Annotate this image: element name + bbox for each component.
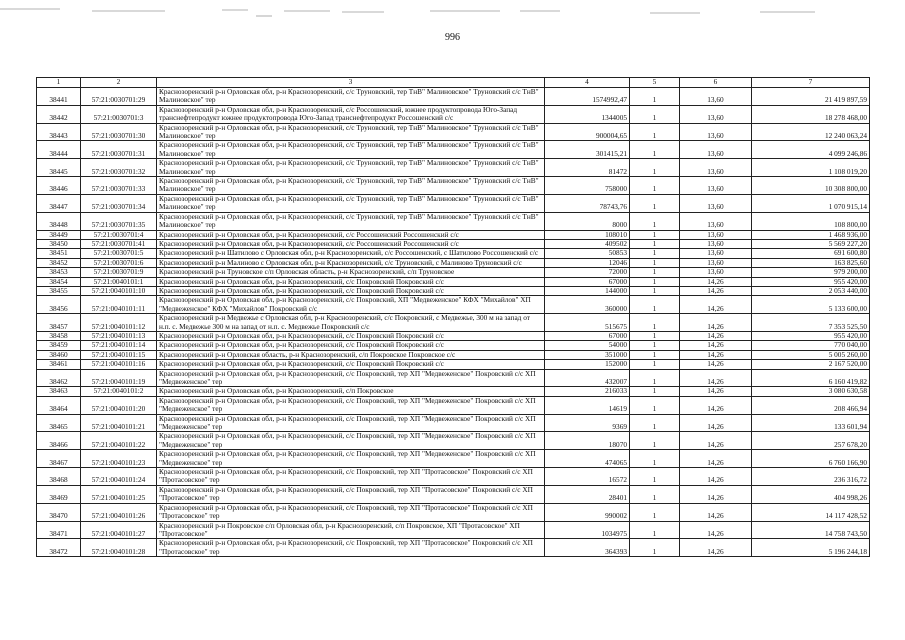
area-cell: 16572 [545, 468, 630, 486]
table-row [37, 331, 870, 340]
table-row [37, 539, 870, 557]
land-register-table [36, 77, 870, 557]
row-number: 38470 [37, 503, 81, 521]
cadastral-number: 57:21:0040101:2 [81, 387, 157, 396]
cadastral-number: 57:21:0030701:5 [81, 249, 157, 258]
value-cell: 10 308 800,00 [752, 177, 870, 195]
table-row [37, 350, 870, 359]
rate-cell: 13,60 [680, 177, 752, 195]
count-cell: 1 [630, 396, 680, 414]
row-number: 38458 [37, 331, 81, 340]
address-cell: Краснозоренский р-н Покровское с/п Орловская обл, р-н Краснозоренский, с/п Покровское, ХП "Протасовское" ХП "Протасовское" [157, 521, 545, 539]
table-row [37, 249, 870, 258]
rate-cell: 14,26 [680, 503, 752, 521]
value-cell: 14 758 743,50 [752, 521, 870, 539]
address-cell: Краснозоренский р-н Орловская обл, р-н Краснозоренский, с/с Труновский, тер ТнВ" Малиновское" Труновский с/с ТнВ" Малиновское" тер [157, 177, 545, 195]
count-cell: 1 [630, 258, 680, 267]
table-row [37, 503, 870, 521]
cadastral-number: 57:21:0040101:16 [81, 360, 157, 369]
table-row [37, 105, 870, 123]
row-number: 38472 [37, 539, 81, 557]
row-number: 38466 [37, 432, 81, 450]
row-number: 38454 [37, 277, 81, 286]
area-cell: 990002 [545, 503, 630, 521]
address-cell: Краснозоренский р-н Орловская обл, р-н Краснозоренский, с/с Труновский, тер ТнВ" Малиновское" Труновский с/с ТнВ" Малиновское" тер [157, 159, 545, 177]
row-number: 38455 [37, 286, 81, 295]
area-cell: 28401 [545, 485, 630, 503]
row-number: 38459 [37, 341, 81, 350]
row-number: 38461 [37, 360, 81, 369]
rate-cell: 13,60 [680, 159, 752, 177]
address-cell: Краснозоренский р-н Орловская обл, р-н Краснозоренский, с/с Покровский, тер ХП "Протасовское" Покровский с/с ХП "Протасовское" тер [157, 503, 545, 521]
area-cell: 67000 [545, 331, 630, 340]
rate-cell: 13,60 [680, 88, 752, 106]
cadastral-number: 57:21:0040101:14 [81, 341, 157, 350]
table-row [37, 177, 870, 195]
table-row [37, 521, 870, 539]
cadastral-number: 57:21:0040101:22 [81, 432, 157, 450]
row-number: 38453 [37, 268, 81, 277]
count-cell: 1 [630, 239, 680, 248]
cadastral-number: 57:21:0030701:30 [81, 123, 157, 141]
table-row [37, 88, 870, 106]
rate-cell: 14,26 [680, 450, 752, 468]
rate-cell: 13,60 [680, 230, 752, 239]
address-cell: Краснозоренский р-н Орловская обл, р-н Краснозоренский, с/с Покровский Покровский с/с [157, 341, 545, 350]
table-row [37, 369, 870, 387]
value-cell: 6 760 166,90 [752, 450, 870, 468]
table-row [37, 387, 870, 396]
count-cell: 1 [630, 286, 680, 295]
row-number: 38441 [37, 88, 81, 106]
cadastral-number: 57:21:0040101:25 [81, 485, 157, 503]
col-header-5: 5 [630, 78, 680, 88]
area-cell: 18070 [545, 432, 630, 450]
count-cell: 1 [630, 296, 680, 314]
value-cell: 12 240 063,24 [752, 123, 870, 141]
scan-artifact-header [0, 0, 905, 30]
value-cell: 1 468 936,00 [752, 230, 870, 239]
count-cell: 1 [630, 212, 680, 230]
address-cell: Краснозоренский р-н Орловская обл, р-н Краснозоренский, с/с Покровский Покровский с/с [157, 277, 545, 286]
count-cell: 1 [630, 432, 680, 450]
area-cell: 301415,21 [545, 141, 630, 159]
cadastral-number: 57:21:0040101:20 [81, 396, 157, 414]
count-cell: 1 [630, 387, 680, 396]
row-number: 38442 [37, 105, 81, 123]
rate-cell: 14,26 [680, 432, 752, 450]
count-cell: 1 [630, 450, 680, 468]
count-cell: 1 [630, 369, 680, 387]
value-cell: 108 800,00 [752, 212, 870, 230]
table-body [37, 88, 870, 557]
value-cell: 2 053 440,00 [752, 286, 870, 295]
row-number: 38467 [37, 450, 81, 468]
cadastral-number: 57:21:0040101:15 [81, 350, 157, 359]
count-cell: 1 [630, 277, 680, 286]
row-number: 38446 [37, 177, 81, 195]
address-cell: Краснозоренский р-н Орловская обл, р-н Краснозоренский, с/с Покровский, ХП "Медвеженское" КФХ "Михайлов" ХП "Медвеженское" КФХ "Михайлов" Покровский с/с [157, 296, 545, 314]
row-number: 38460 [37, 350, 81, 359]
table-row [37, 468, 870, 486]
row-number: 38449 [37, 230, 81, 239]
row-number: 38463 [37, 387, 81, 396]
cadastral-number: 57:21:0040101:26 [81, 503, 157, 521]
table-row [37, 212, 870, 230]
table-row [37, 296, 870, 314]
row-number: 38444 [37, 141, 81, 159]
cadastral-number: 57:21:0030701:4 [81, 230, 157, 239]
area-cell: 14619 [545, 396, 630, 414]
count-cell: 1 [630, 230, 680, 239]
rate-cell: 14,26 [680, 360, 752, 369]
area-cell: 72000 [545, 268, 630, 277]
address-cell: Краснозоренский р-н Орловская обл, р-н Краснозоренский, с/с Покровский Покровский с/с [157, 360, 545, 369]
address-cell: Краснозоренский р-н Орловская обл, р-н Краснозоренский, с/п Покровское [157, 387, 545, 396]
value-cell: 14 117 428,52 [752, 503, 870, 521]
address-cell: Краснозоренский р-н Орловская обл, р-н Краснозоренский, с/с Россошенский, южнее продуктопровода Юго-Запад транснефтепродукт южнее продуктопровода Юго-Запад транснефтепродукт Россошенский с/с [157, 105, 545, 123]
count-cell: 1 [630, 539, 680, 557]
count-cell: 1 [630, 331, 680, 340]
cadastral-number: 57:21:0040101:13 [81, 331, 157, 340]
cadastral-number: 57:21:0030701:9 [81, 268, 157, 277]
row-number: 38471 [37, 521, 81, 539]
row-number: 38468 [37, 468, 81, 486]
table-row [37, 414, 870, 432]
count-cell: 1 [630, 141, 680, 159]
value-cell: 236 316,72 [752, 468, 870, 486]
area-cell: 216033 [545, 387, 630, 396]
count-cell: 1 [630, 350, 680, 359]
rate-cell: 14,26 [680, 277, 752, 286]
row-number: 38447 [37, 194, 81, 212]
address-cell: Краснозоренский р-н Орловская обл, р-н Краснозоренский, с/с Покровский, тер ХП "Протасовское" Покровский с/с ХП "Протасовское" тер [157, 468, 545, 486]
value-cell: 979 200,00 [752, 268, 870, 277]
cadastral-number: 57:21:0040101:1 [81, 277, 157, 286]
table-row [37, 194, 870, 212]
count-cell: 1 [630, 249, 680, 258]
count-cell: 1 [630, 105, 680, 123]
area-cell: 1574992,47 [545, 88, 630, 106]
value-cell: 257 678,20 [752, 432, 870, 450]
rate-cell: 14,26 [680, 414, 752, 432]
value-cell: 6 160 419,82 [752, 369, 870, 387]
cadastral-number: 57:21:0040101:23 [81, 450, 157, 468]
area-cell: 50853 [545, 249, 630, 258]
value-cell: 770 040,00 [752, 341, 870, 350]
rate-cell: 13,60 [680, 268, 752, 277]
address-cell: Краснозоренский р-н Орловская обл, р-н Краснозоренский, с/с Россошенский Россошенский с/с [157, 239, 545, 248]
cadastral-number: 57:21:0030701:35 [81, 212, 157, 230]
value-cell: 18 278 468,00 [752, 105, 870, 123]
area-cell: 81472 [545, 159, 630, 177]
table-row [37, 286, 870, 295]
value-cell: 691 600,80 [752, 249, 870, 258]
value-cell: 1 070 915,14 [752, 194, 870, 212]
count-cell: 1 [630, 123, 680, 141]
value-cell: 3 080 630,58 [752, 387, 870, 396]
table-row [37, 485, 870, 503]
address-cell: Краснозоренский р-н Орловская обл, р-н Краснозоренский, с/с Труновский, тер ТнВ" Малиновское" Труновский с/с ТнВ" Малиновское" тер [157, 141, 545, 159]
cadastral-number: 57:21:0040101:10 [81, 286, 157, 295]
rate-cell: 14,26 [680, 521, 752, 539]
rate-cell: 14,26 [680, 341, 752, 350]
cadastral-number: 57:21:0040101:19 [81, 369, 157, 387]
cadastral-number: 57:21:0030701:6 [81, 258, 157, 267]
count-cell: 1 [630, 314, 680, 332]
rate-cell: 13,60 [680, 212, 752, 230]
address-cell: Краснозоренский р-н Медвежье с Орловская обл, р-н Краснозоренский, с/с Покровский, с Медвежье, 300 м на запад от н.п. с. Медвежье 300 м на запад от н.п. с. Медвежье Покровский с/с [157, 314, 545, 332]
area-cell: 364393 [545, 539, 630, 557]
address-cell: Краснозоренский р-н Орловская обл, р-н Краснозоренский, с/с Покровский, тер ХП "Медвеженское" Покровский с/с ХП "Медвеженское" тер [157, 450, 545, 468]
cadastral-number: 57:21:0030701:33 [81, 177, 157, 195]
address-cell: Краснозоренский р-н Орловская обл, р-н Краснозоренский, с/с Россошенский Россошенский с/с [157, 230, 545, 239]
area-cell: 474065 [545, 450, 630, 468]
table-row [37, 141, 870, 159]
rate-cell: 13,60 [680, 141, 752, 159]
table-row [37, 230, 870, 239]
count-cell: 1 [630, 177, 680, 195]
address-cell: Краснозоренский р-н Орловская обл, р-н Краснозоренский, с/с Покровский, тер ХП "Протасовское" Покровский с/с ХП "Протасовское" тер [157, 485, 545, 503]
value-cell: 404 998,26 [752, 485, 870, 503]
row-number: 38443 [37, 123, 81, 141]
value-cell: 208 466,94 [752, 396, 870, 414]
count-cell: 1 [630, 88, 680, 106]
cadastral-number: 57:21:0040101:21 [81, 414, 157, 432]
address-cell: Краснозоренский р-н Орловская обл, р-н Краснозоренский, с/с Покровский, тер ХП "Протасовское" Покровский с/с ХП "Протасовское" тер [157, 539, 545, 557]
value-cell: 163 825,60 [752, 258, 870, 267]
cadastral-number: 57:21:0030701:29 [81, 88, 157, 106]
address-cell: Краснозоренский р-н Орловская обл, р-н Краснозоренский, с/с Труновский, тер ТнВ" Малиновское" Труновский с/с ТнВ" Малиновское" тер [157, 123, 545, 141]
rate-cell: 14,26 [680, 331, 752, 340]
rate-cell: 13,60 [680, 105, 752, 123]
area-cell: 8000 [545, 212, 630, 230]
cadastral-number: 57:21:0030701:3 [81, 105, 157, 123]
value-cell: 4 099 246,86 [752, 141, 870, 159]
table-row [37, 450, 870, 468]
cadastral-number: 57:21:0040101:28 [81, 539, 157, 557]
col-header-7: 7 [752, 78, 870, 88]
value-cell: 1 108 019,20 [752, 159, 870, 177]
rate-cell: 14,26 [680, 468, 752, 486]
value-cell: 133 601,94 [752, 414, 870, 432]
row-number: 38456 [37, 296, 81, 314]
col-header-3: 3 [157, 78, 545, 88]
address-cell: Краснозоренский р-н Орловская обл, р-н Краснозоренский, с/с Покровский Покровский с/с [157, 331, 545, 340]
cadastral-number: 57:21:0040101:27 [81, 521, 157, 539]
cadastral-number: 57:21:0030701:31 [81, 141, 157, 159]
area-cell: 1034975 [545, 521, 630, 539]
value-cell: 2 167 520,00 [752, 360, 870, 369]
value-cell: 955 420,00 [752, 277, 870, 286]
area-cell: 78743,76 [545, 194, 630, 212]
rate-cell: 14,26 [680, 369, 752, 387]
row-number: 38464 [37, 396, 81, 414]
row-number: 38452 [37, 258, 81, 267]
count-cell: 1 [630, 268, 680, 277]
table-row [37, 396, 870, 414]
value-cell: 5 569 227,20 [752, 239, 870, 248]
address-cell: Краснозоренский р-н Орловская обл, р-н Краснозоренский, с/с Труновский, тер ТнВ" Малиновское" Труновский с/с ТнВ" Малиновское" тер [157, 212, 545, 230]
cadastral-number: 57:21:0040101:11 [81, 296, 157, 314]
address-cell: Краснозоренский р-н Шатилово с Орловская обл, р-н Краснозоренский, с/с Россошенский, с Шатилово Россошенский с/с [157, 249, 545, 258]
count-cell: 1 [630, 360, 680, 369]
col-header-4: 4 [545, 78, 630, 88]
area-cell: 108010 [545, 230, 630, 239]
rate-cell: 13,60 [680, 249, 752, 258]
address-cell: Краснозоренский р-н Орловская область, р-н Краснозоренский, с/п Покровское Покровское с/с [157, 350, 545, 359]
address-cell: Краснозоренский р-н Труновское с/п Орловская область, р-н Краснозоренский, с/п Труновское [157, 268, 545, 277]
row-number: 38445 [37, 159, 81, 177]
count-cell: 1 [630, 159, 680, 177]
rate-cell: 14,26 [680, 314, 752, 332]
rate-cell: 13,60 [680, 194, 752, 212]
value-cell: 7 353 525,50 [752, 314, 870, 332]
cadastral-number: 57:21:0030701:32 [81, 159, 157, 177]
count-cell: 1 [630, 503, 680, 521]
address-cell: Краснозоренский р-н Орловская обл, р-н Краснозоренский, с/с Труновский, тер ТнВ" Малиновское" Труновский с/с ТнВ" Малиновское" тер [157, 88, 545, 106]
area-cell: 351000 [545, 350, 630, 359]
rate-cell: 14,26 [680, 350, 752, 359]
rate-cell: 14,26 [680, 387, 752, 396]
row-number: 38462 [37, 369, 81, 387]
address-cell: Краснозоренский р-н Орловская обл, р-н Краснозоренский, с/с Покровский Покровский с/с [157, 286, 545, 295]
count-cell: 1 [630, 194, 680, 212]
area-cell: 900004,65 [545, 123, 630, 141]
count-cell: 1 [630, 468, 680, 486]
rate-cell: 14,26 [680, 286, 752, 295]
address-cell: Краснозоренский р-н Орловская обл, р-н Краснозоренский, с/с Труновский, тер ТнВ" Малиновское" Труновский с/с ТнВ" Малиновское" тер [157, 194, 545, 212]
count-cell: 1 [630, 521, 680, 539]
rate-cell: 14,26 [680, 396, 752, 414]
address-cell: Краснозоренский р-н Орловская обл, р-н Краснозоренский, с/с Покровский, тер ХП "Медвеженское" Покровский с/с ХП "Медвеженское" тер [157, 369, 545, 387]
address-cell: Краснозоренский р-н Малиново с Орловская обл, р-н Краснозоренский, с/с Труновский, с Малиново Труновский с/с [157, 258, 545, 267]
table-row [37, 432, 870, 450]
area-cell: 409502 [545, 239, 630, 248]
row-number: 38465 [37, 414, 81, 432]
value-cell: 955 420,00 [752, 331, 870, 340]
value-cell: 5 005 260,00 [752, 350, 870, 359]
rate-cell: 13,60 [680, 123, 752, 141]
col-header-2: 2 [81, 78, 157, 88]
address-cell: Краснозоренский р-н Орловская обл, р-н Краснозоренский, с/с Покровский, тер ХП "Медвеженское" Покровский с/с ХП "Медвеженское" тер [157, 396, 545, 414]
cadastral-number: 57:21:0030701:41 [81, 239, 157, 248]
address-cell: Краснозоренский р-н Орловская обл, р-н Краснозоренский, с/с Покровский, тер ХП "Медвеженское" Покровский с/с ХП "Медвеженское" тер [157, 414, 545, 432]
cadastral-number: 57:21:0040101:24 [81, 468, 157, 486]
row-number: 38457 [37, 314, 81, 332]
table-row [37, 159, 870, 177]
rate-cell: 14,26 [680, 539, 752, 557]
table-row [37, 239, 870, 248]
area-cell: 515675 [545, 314, 630, 332]
table-row [37, 277, 870, 286]
table-row [37, 258, 870, 267]
area-cell: 360000 [545, 296, 630, 314]
col-header-6: 6 [680, 78, 752, 88]
area-cell: 54000 [545, 341, 630, 350]
value-cell: 21 419 897,59 [752, 88, 870, 106]
row-number: 38451 [37, 249, 81, 258]
count-cell: 1 [630, 341, 680, 350]
value-cell: 5 196 244,18 [752, 539, 870, 557]
cadastral-number: 57:21:0040101:12 [81, 314, 157, 332]
table-row [37, 314, 870, 332]
rate-cell: 14,26 [680, 296, 752, 314]
value-cell: 5 133 600,00 [752, 296, 870, 314]
table-row [37, 360, 870, 369]
area-cell: 144000 [545, 286, 630, 295]
table-row [37, 341, 870, 350]
count-cell: 1 [630, 414, 680, 432]
page-number: 996 [445, 32, 460, 43]
row-number: 38469 [37, 485, 81, 503]
area-cell: 1344005 [545, 105, 630, 123]
rate-cell: 13,60 [680, 239, 752, 248]
count-cell: 1 [630, 485, 680, 503]
area-cell: 9369 [545, 414, 630, 432]
area-cell: 67000 [545, 277, 630, 286]
row-number: 38450 [37, 239, 81, 248]
cadastral-number: 57:21:0030701:34 [81, 194, 157, 212]
address-cell: Краснозоренский р-н Орловская обл, р-н Краснозоренский, с/с Покровский, тер ХП "Медвеженское" Покровский с/с ХП "Медвеженское" тер [157, 432, 545, 450]
area-cell: 758000 [545, 177, 630, 195]
table-row [37, 268, 870, 277]
table-row [37, 123, 870, 141]
rate-cell: 14,26 [680, 485, 752, 503]
area-cell: 12046 [545, 258, 630, 267]
area-cell: 432007 [545, 369, 630, 387]
column-number-row [37, 78, 870, 88]
col-header-1: 1 [37, 78, 81, 88]
row-number: 38448 [37, 212, 81, 230]
area-cell: 152000 [545, 360, 630, 369]
rate-cell: 13,60 [680, 258, 752, 267]
